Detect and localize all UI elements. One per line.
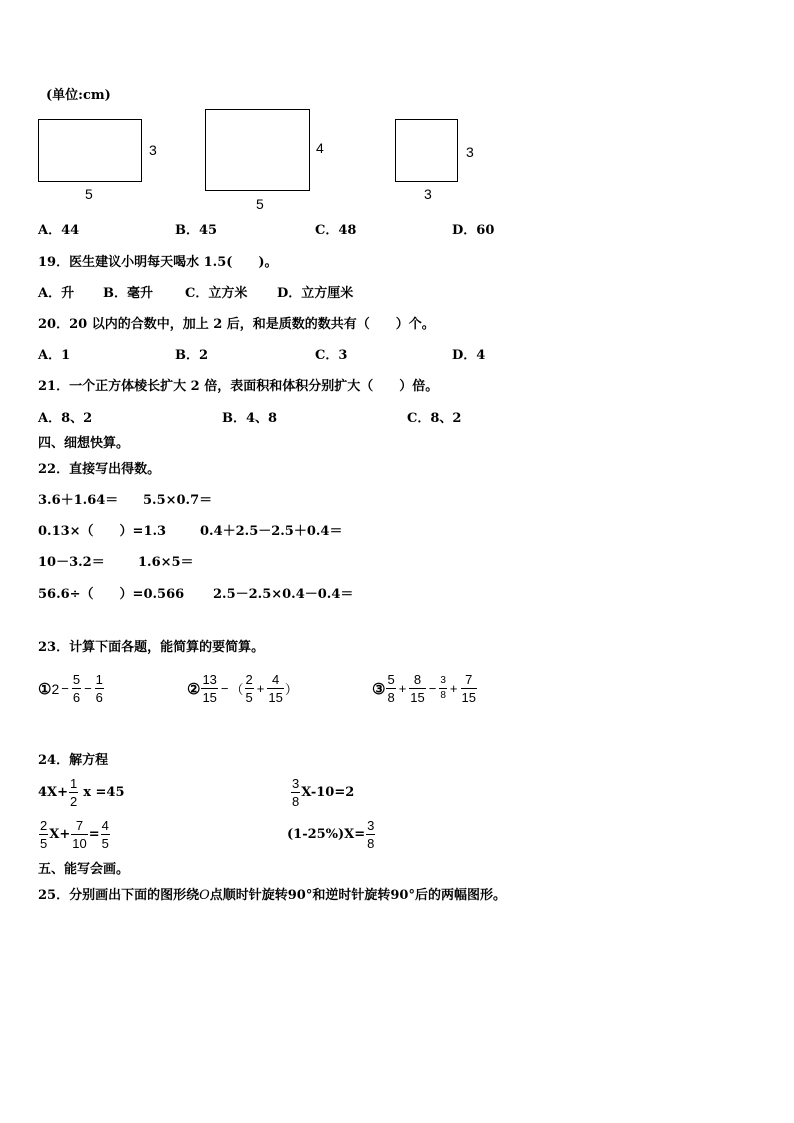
q22-expr-4-1: 56.6÷（ ）=0.566 — [38, 587, 185, 602]
q24-equation-2: $\frac{3}{8}$ X-10=2 — [292, 776, 355, 809]
q24-text: 24．解方程 — [38, 753, 109, 768]
q22-text: 22．直接写出得数。 — [38, 462, 161, 477]
q18-option-b[interactable]: B．45 — [175, 223, 218, 238]
q23-expression-1: ① 2 − $\frac{5}{6}$ − $\frac{1}{6}$ — [38, 672, 103, 705]
q21-option-b[interactable]: B．4、8 — [222, 411, 278, 426]
q23-e1-integer: 2 — [51, 680, 60, 697]
square-figure-3 — [395, 119, 458, 182]
q20-option-c[interactable]: C．3 — [315, 348, 348, 363]
q22-expr-2-2: 0.4＋2.5－2.5＋0.4＝ — [200, 524, 343, 539]
figure-2-bottom-label: 5 — [256, 196, 264, 212]
q23-e3-fraction-4: $\frac{7}{15}$ — [461, 672, 476, 705]
q25-text: 25．分别画出下面的图形绕O点顺时针旋转90°和逆时针旋转90°后的两幅图形。 — [38, 888, 506, 903]
q22-expr-3-2: 1.6×5＝ — [138, 555, 194, 570]
q23-e2-fraction-1: $\frac{13}{15}$ — [202, 672, 217, 705]
q20-option-a[interactable]: A．1 — [38, 348, 71, 363]
q24-eq4-fraction: $\frac{3}{8}$ — [367, 818, 375, 851]
q24-eq3-fraction-3: $\frac{4}{5}$ — [101, 818, 109, 851]
section-4-heading: 四、细想快算。 — [38, 436, 130, 451]
q22-expr-4-2: 2.5－2.5×0.4－0.4＝ — [213, 587, 354, 602]
q24-eq2-fraction: $\frac{3}{8}$ — [292, 776, 300, 809]
q21-text: 21．一个正方体棱长扩大 2 倍，表面积和体积分别扩大（ ）倍。 — [38, 379, 439, 394]
q19-text: 19．医生建议小明每天喝水 1.5( )。 — [38, 255, 278, 270]
q24-equation-3: $\frac{2}{5}$ X+ $\frac{7}{10}$ = $\frac{4}{5}$ — [40, 818, 109, 851]
q21-option-a[interactable]: A．8、2 — [38, 411, 93, 426]
q22-expr-2-1: 0.13×（ ）=1.3 — [38, 524, 167, 539]
figure-3-bottom-label: 3 — [424, 186, 432, 202]
q21-option-c[interactable]: C．8、2 — [407, 411, 462, 426]
q24-eq3-fraction-1: $\frac{2}{5}$ — [40, 818, 48, 851]
q19-option-a[interactable]: A．升 — [38, 286, 75, 301]
q18-option-a[interactable]: A．44 — [38, 223, 80, 238]
q23-e3-fraction-1: $\frac{5}{8}$ — [387, 672, 395, 705]
q23-e1-fraction-2: $\frac{1}{6}$ — [95, 672, 103, 705]
q23-e2-right-paren: ） — [284, 682, 298, 697]
unit-label: (单位:cm) — [46, 88, 111, 103]
q20-option-d[interactable]: D．4 — [452, 348, 486, 363]
q23-mark-1: ① — [38, 679, 52, 698]
point-o-label: O — [199, 888, 210, 903]
figure-1-bottom-label: 5 — [85, 186, 93, 202]
q23-e3-fraction-2: $\frac{8}{15}$ — [410, 672, 425, 705]
section-5-heading: 五、能写会画。 — [38, 862, 130, 877]
q24-eq3-fraction-2: $\frac{7}{10}$ — [72, 818, 87, 851]
q23-e2-fraction-3: $\frac{4}{15}$ — [268, 672, 283, 705]
q23-mark-2: ② — [187, 679, 201, 698]
q23-e2-left-paren: （ — [230, 682, 244, 697]
q19-option-d[interactable]: D．立方厘米 — [277, 286, 354, 301]
q23-e2-fraction-2: $\frac{2}{5}$ — [245, 672, 253, 705]
figure-1-side-label: 3 — [149, 142, 157, 158]
q22-expr-1-1: 3.6＋1.64＝ — [38, 493, 119, 508]
q23-e1-fraction-1: $\frac{5}{6}$ — [72, 672, 81, 705]
q19-option-b[interactable]: B．毫升 — [103, 286, 153, 301]
q23-expression-3: ③ $\frac{5}{8}$ + $\frac{8}{15}$ − $\frac{3}{8}$ + $\frac{7}{15}$ — [372, 672, 476, 705]
q24-equation-1: 4X+ $\frac{1}{2}$ x =45 — [38, 776, 125, 809]
figure-2-side-label: 4 — [316, 140, 324, 156]
rectangle-figure-2 — [205, 109, 310, 191]
q23-e3-fraction-3: $\frac{3}{8}$ — [440, 675, 446, 701]
rectangle-figure-1 — [38, 119, 142, 182]
q22-expr-3-1: 10－3.2＝ — [38, 555, 105, 570]
q23-text: 23．计算下面各题，能简算的要简算。 — [38, 640, 265, 655]
figure-3-side-label: 3 — [466, 144, 474, 160]
q22-expr-1-2: 5.5×0.7＝ — [143, 493, 213, 508]
q18-option-d[interactable]: D．60 — [452, 223, 495, 238]
q18-option-c[interactable]: C．48 — [315, 223, 357, 238]
q19-option-c[interactable]: C．立方米 — [185, 286, 248, 301]
q20-text: 20．20 以内的合数中，加上 2 后，和是质数的数共有（ ）个。 — [38, 317, 435, 332]
q24-eq1-fraction: $\frac{1}{2}$ — [70, 776, 78, 809]
q20-option-b[interactable]: B．2 — [175, 348, 209, 363]
q24-equation-4: (1-25%)X= $\frac{3}{8}$ — [287, 818, 375, 851]
q23-mark-3: ③ — [372, 679, 386, 698]
q23-expression-2: ② $\frac{13}{15}$ − （ $\frac{2}{5}$ + $\frac{4}{15}$ ） — [187, 672, 298, 705]
